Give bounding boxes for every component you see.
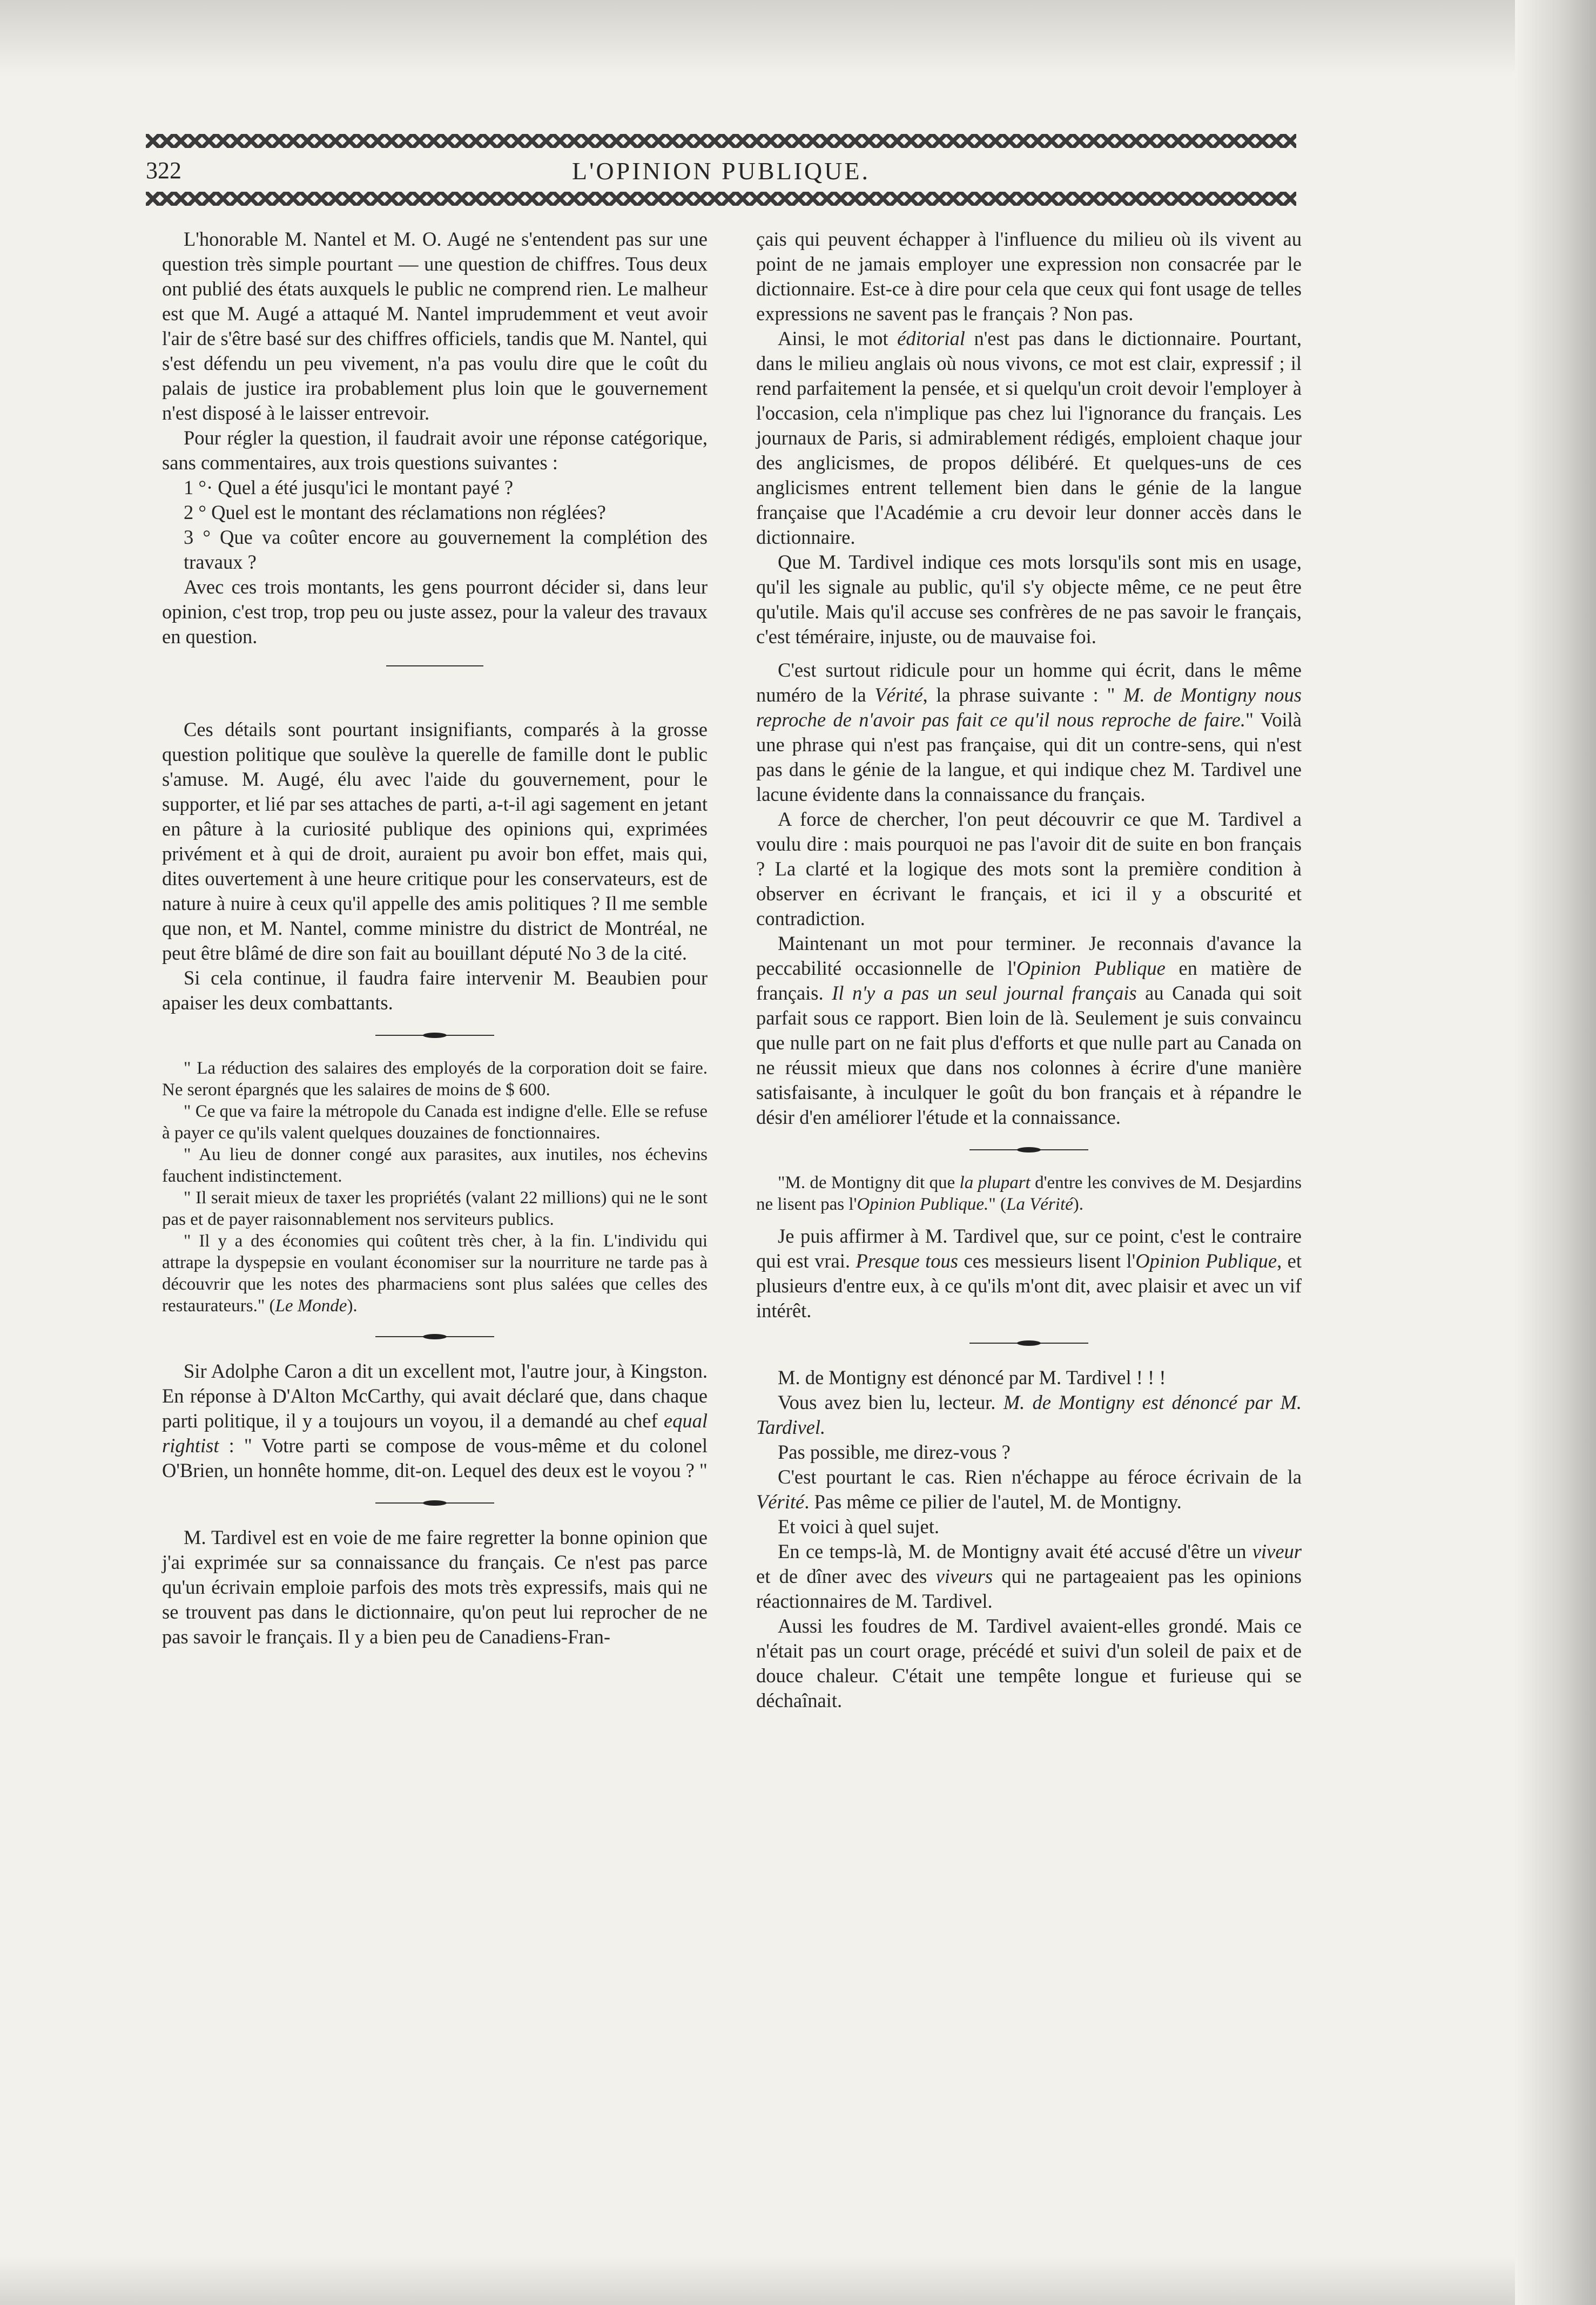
right-column: [756, 227, 1302, 1713]
paragraph: En ce temps-là, M. de Montigny avait été accusé d'être un viveur et de dîner avec des viveurs qui ne partageaient pas les opinions réactionnaires de M. Tardivel.: [756, 1540, 1302, 1612]
page-number: 322: [146, 157, 181, 184]
paragraph: C'est pourtant le cas. Rien n'échappe au féroce écrivain de la Vérité. Pas même ce pilier de l'autel, M. de Montigny.: [756, 1466, 1302, 1513]
section-separator: [375, 1035, 494, 1036]
section-separator: [375, 1336, 494, 1337]
question-2: 2 ° Quel est le montant des réclamations non réglées?: [184, 501, 606, 523]
page-edge-right: [1515, 0, 1596, 2305]
paragraph: Si cela continue, il faudra faire intervenir M. Beaubien pour apaiser les deux combattants.: [162, 967, 708, 1014]
paragraph: A force de chercher, l'on peut découvrir ce que M. Tardivel a voulu dire : mais pourquoi ne pas l'avoir dit de suite en bon français ? La clarté et la logique des mots sont la première condition à observer en écrivant le français, et ici il y a obscurité et contradiction.: [756, 808, 1302, 929]
paragraph: Ces détails sont pourtant insignifiants, comparés à la grosse question politique que soulève la querelle de famille dont le public s'amuse. M. Augé, élu avec l'aide du gouvernement, pour le supporter, et lié par ses attaches de parti, a-t-il agi sagement en jetant en pâture à la curiosité publique des opinions qui, exprimées privément et à qui de droit, auraient pu avoir bon effet, mais qui, dites ouvertement à une heure critique pour les conservateurs, est de nature à nuire à ceux qu'il appelle des amis politiques ? Il me semble que non, et M. Nantel, comme ministre du district de Montréal, ne peut être blâmé de dire son fait au bouillant député No 3 de la cité.: [162, 718, 708, 964]
paragraph: Pour régler la question, il faudrait avoir une réponse catégorique, sans commentaires, aux trois questions suivantes :: [162, 427, 708, 474]
paragraph: Que M. Tardivel indique ces mots lorsqu'ils sont mis en usage, qu'il les signale au public, qu'il s'y objecte même, ce ne peut être qu'utile. Mais qu'il accuse ses confrères de ne pas savoir le français, c'est téméraire, injuste, ou de mauvaise foi.: [756, 551, 1302, 648]
paragraph: Maintenant un mot pour terminer. Je reconnais d'avance la peccabilité occasionnelle de l'Opinion Publique en matière de français. Il n'y a pas un seul journal français au Canada qui soit parfait sous ce rapport. Bien loin de là. Seulement je suis convaincu que nulle part on ne fait plus d'efforts et que nulle part au Canada on ne réussit mieux que dans nos colonnes à écrire d'une manière satisfaisante, à inculquer le goût du bon français et à répandre le désir d'en améliorer l'étude et la connaissance.: [756, 932, 1302, 1128]
paragraph: Vous avez bien lu, lecteur. M. de Montigny est dénoncé par M. Tardivel.: [756, 1391, 1302, 1438]
paragraph: Je puis affirmer à M. Tardivel que, sur ce point, c'est le contraire qui est vrai. Presque tous ces messieurs lisent l'Opinion Publique, et plusieurs d'entre eux, à ce qu'ils m'ont dit, avec plaisir et avec un vif intérêt.: [756, 1225, 1302, 1322]
quote-paragraph: " Ce que va faire la métropole du Canada est indigne d'elle. Elle se refuse à payer ce qu'ils valent quelques douzaines de fonctionnaires.: [162, 1102, 708, 1143]
header-wavy-rule-bottom: [146, 192, 1296, 206]
quote-source: Le Monde: [275, 1296, 347, 1316]
paragraph: M. Tardivel est en voie de me faire regretter la bonne opinion que j'ai exprimée sur sa connaissance du français. Ce n'est pas parce qu'un écrivain emploie parfois des mots très expressifs, mais qui ne se trouvent pas dans le dictionnaire, qu'on peut lui reprocher de ne pas savoir le français. Il y a bien peu de Canadiens-Fran-: [162, 1526, 708, 1648]
question-3: 3 ° Que va coûter encore au gouvernement la complétion des travaux ?: [184, 526, 708, 573]
quote-paragraph: " Il serait mieux de taxer les propriétés (valant 22 millions) qui ne le sont pas et de payer raisonnablement nos serviteurs publics.: [162, 1188, 708, 1229]
paragraph: C'est surtout ridicule pour un homme qui écrit, dans le même numéro de la Vérité, la phrase suivante : " M. de Montigny nous reproche de n'avoir pas fait ce qu'il nous reproche de faire." Voilà une phrase qui n'est pas française, qui dit un contre-sens, qui n'est pas dans le génie de la langue, et qui indique chez M. Tardivel une lacune évidente dans la connaissance du français.: [756, 659, 1302, 805]
question-1: 1 °· Quel a été jusqu'ici le montant payé ?: [184, 476, 514, 498]
header-wavy-rule-top: [146, 134, 1296, 148]
page-header: [146, 157, 1296, 194]
page-edge-bottom: [0, 2256, 1596, 2305]
page-edge-top: [0, 0, 1596, 76]
quote-paragraph: " Il y a des économies qui coûtent très cher, à la fin. L'individu qui attrape la dyspepsie en voulant économiser sur la nourriture ne tarde pas à découvrir que les notes des pharmaciens sont plus salées que celles des restaurateurs." (Le Monde).: [162, 1231, 708, 1316]
running-title: L'OPINION PUBLIQUE.: [572, 157, 870, 185]
left-column: [162, 227, 708, 1649]
paragraph: Et voici à quel sujet.: [778, 1515, 940, 1538]
paragraph: Avec ces trois montants, les gens pourront décider si, dans leur opinion, c'est trop, trop peu ou juste assez, pour la valeur des travaux en question.: [162, 576, 708, 648]
section-separator: [375, 1502, 494, 1504]
paragraph: Ainsi, le mot éditorial n'est pas dans le dictionnaire. Pourtant, dans le milieu anglais où nous vivons, ce mot est clair, expressif ; il rend parfaitement la pensée, et si quelqu'un croit devoir l'employer à l'occasion, cela n'implique pas chez lui l'ignorance du français. Les journaux de Paris, si admirablement rédigés, emploient chaque jour des anglicismes, de propos délibéré. Et quelques-uns de ces anglicismes entrent tellement bien dans le génie de la langue française que l'Académie a cru devoir leur donner accès dans le dictionnaire.: [756, 327, 1302, 548]
quote-paragraph: " Au lieu de donner congé aux parasites, aux inutiles, nos échevins fauchent indistinctement.: [162, 1145, 708, 1186]
quote-paragraph: " La réduction des salaires des employés de la corporation doit se faire. Ne seront épargnés que les salaires de moins de $ 600.: [162, 1059, 708, 1100]
paragraph: Aussi les foudres de M. Tardivel avaient-elles grondé. Mais ce n'était pas un court orage, précédé et suivi d'un soleil de paix et de douce chaleur. C'était une tempête longue et furieuse qui se déchaînait.: [756, 1615, 1302, 1711]
paragraph: Sir Adolphe Caron a dit un excellent mot, l'autre jour, à Kingston. En réponse à D'Alton McCarthy, qui avait déclaré que, dans chaque parti politique, il y a toujours un voyou, il a demandé au chef equal rightist : " Votre parti se compose de vous-même et du colonel O'Brien, un honnête homme, dit-on. Lequel des deux est le voyou ? ": [162, 1360, 708, 1481]
paragraph: Pas possible, me direz-vous ?: [778, 1441, 1011, 1463]
section-separator: [386, 665, 483, 666]
paragraph: çais qui peuvent échapper à l'influence du milieu où ils vivent au point de ne jamais employer une expression non consacrée par le dictionnaire. Est-ce à dire pour cela que ceux qui font usage de telles expressions ne savent pas le français ? Non pas.: [756, 228, 1302, 325]
quote-paragraph: "M. de Montigny dit que la plupart d'entre les convives de M. Desjardins ne lisent pas l'Opinion Publique." (La Vérité).: [756, 1173, 1302, 1214]
paragraph: L'honorable M. Nantel et M. O. Augé ne s'entendent pas sur une question très simple pourtant — une question de chiffres. Tous deux ont publié des états auxquels le public ne comprend rien. Le malheur est que M. Augé a attaqué M. Nantel imprudemment et veut avoir l'air de s'être basé sur des chiffres officiels, tandis que M. Nantel, qui s'est défendu un peu vivement, n'a pas voulu dire que le coût du palais de justice ira probablement plus loin que le gouvernement n'est disposé à le laisser entrevoir.: [162, 228, 708, 424]
paragraph: M. de Montigny est dénoncé par M. Tardivel ! ! !: [778, 1366, 1166, 1389]
section-separator: [969, 1149, 1088, 1150]
section-separator: [969, 1343, 1088, 1344]
